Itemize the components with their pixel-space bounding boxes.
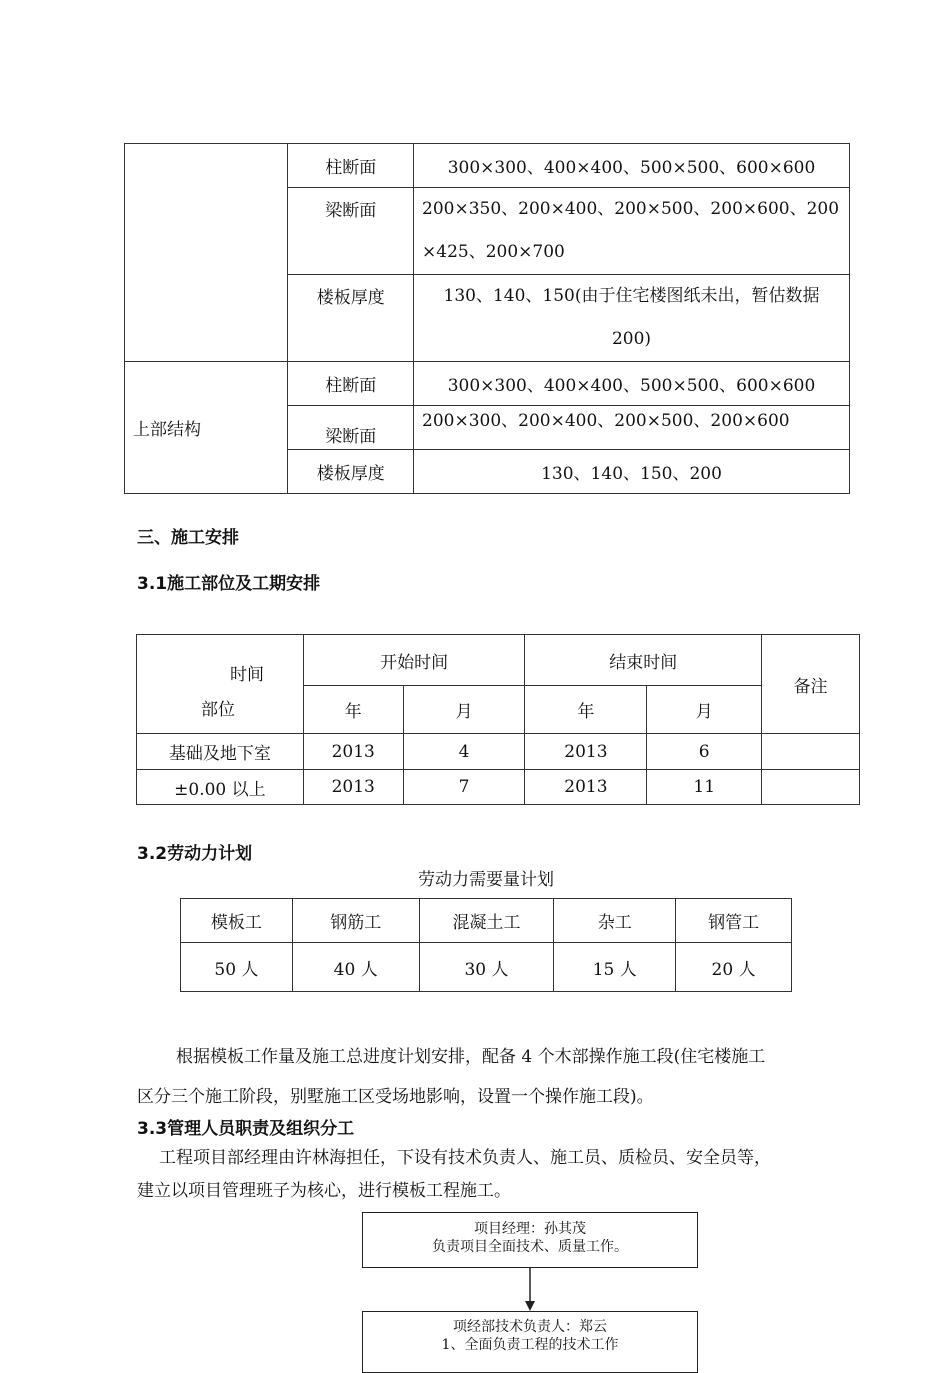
corner-top-label: 时间	[230, 665, 264, 685]
labor-header: 模板工	[181, 899, 293, 943]
labor-header: 钢筋工	[292, 899, 419, 943]
section-heading: 3.1施工部位及工期安排	[137, 574, 321, 594]
paragraph-line: 根据模板工作量及施工总进度计划安排，配备 4 个木部操作施工段(住宅楼施工	[176, 1047, 766, 1067]
part-cell: ±0.00 以上	[137, 770, 304, 805]
group2-label: 上部结构	[125, 362, 288, 494]
end-year-cell: 2013	[525, 734, 647, 770]
section-heading: 3.2劳动力计划	[137, 844, 253, 864]
row-value: 130、140、150、200	[414, 450, 850, 494]
labor-header: 混凝土工	[419, 899, 554, 943]
row-item-label: 梁断面	[288, 406, 414, 450]
month-header: 月	[403, 686, 525, 734]
org-box-line: 项目经理：孙其茂	[474, 1221, 586, 1237]
row-value-line: ×425、200×700	[422, 242, 565, 262]
labor-value: 15 人	[554, 943, 676, 992]
paragraph-line: 区分三个施工阶段，别墅施工区受场地影响，设置一个操作施工段)。	[137, 1087, 654, 1107]
paragraph-line: 工程项目部经理由许林海担任，下设有技术负责人、施工员、质检员、安全员等，	[159, 1148, 771, 1168]
org-connector-arrow	[522, 1267, 538, 1312]
month-header: 月	[647, 686, 762, 734]
row-value: 300×300、400×400、500×500、600×600	[414, 362, 850, 406]
start-year-cell: 2013	[303, 734, 403, 770]
end-month-cell: 6	[647, 734, 762, 770]
row-value: 300×300、400×400、500×500、600×600	[414, 144, 850, 188]
start-year-cell: 2013	[303, 770, 403, 805]
table-row	[137, 734, 860, 770]
org-box-line: 1、全面负责工程的技术工作	[441, 1337, 619, 1353]
row-value-line: 200)	[611, 329, 652, 349]
row-value	[414, 188, 850, 275]
row-value: 200×300、200×400、200×500、200×600	[414, 406, 850, 450]
row-value-line: 200×350、200×400、200×500、200×600、200	[422, 199, 840, 219]
corner-cell	[137, 635, 304, 734]
row-item-label: 楼板厚度	[288, 275, 414, 362]
part-cell: 基础及地下室	[137, 734, 304, 770]
group1-label	[125, 144, 288, 362]
org-box-tech-lead	[362, 1311, 698, 1373]
row-item-label: 梁断面	[288, 188, 414, 275]
year-header: 年	[303, 686, 403, 734]
labor-value: 50 人	[181, 943, 293, 992]
paragraph-line: 建立以项目管理班子为核心，进行模板工程施工。	[137, 1181, 511, 1201]
labor-header: 杂工	[554, 899, 676, 943]
structure-dimension-table	[124, 143, 850, 494]
remark-cell	[762, 770, 860, 805]
year-header: 年	[525, 686, 647, 734]
labor-value: 30 人	[419, 943, 554, 992]
row-value	[414, 275, 850, 362]
row-item-label: 柱断面	[288, 144, 414, 188]
row-value-line: 130、140、150(由于住宅楼图纸未出，暂估数据	[443, 286, 820, 306]
row-item-label: 楼板厚度	[288, 450, 414, 494]
labor-header: 钢管工	[676, 899, 792, 943]
labor-table-caption: 劳动力需要量计划	[418, 870, 554, 890]
section-heading: 三、施工安排	[137, 528, 239, 548]
row-item-label: 柱断面	[288, 362, 414, 406]
start-month-cell: 7	[403, 770, 525, 805]
org-box-project-manager	[362, 1212, 698, 1268]
org-box-line: 负责项目全面技术、质量工作。	[432, 1239, 628, 1255]
remark-cell	[762, 734, 860, 770]
start-month-cell: 4	[403, 734, 525, 770]
schedule-table	[136, 634, 860, 805]
end-month-cell: 11	[647, 770, 762, 805]
section-heading: 3.3管理人员职责及组织分工	[137, 1119, 355, 1139]
end-year-cell: 2013	[525, 770, 647, 805]
labor-value: 40 人	[292, 943, 419, 992]
labor-table	[180, 898, 792, 992]
table-row	[137, 770, 860, 805]
remark-header: 备注	[762, 635, 860, 734]
org-box-line: 项经部技术负责人：郑云	[453, 1319, 607, 1335]
start-time-header: 开始时间	[303, 635, 525, 686]
labor-value: 20 人	[676, 943, 792, 992]
corner-bottom-label: 部位	[201, 700, 235, 720]
end-time-header: 结束时间	[525, 635, 762, 686]
